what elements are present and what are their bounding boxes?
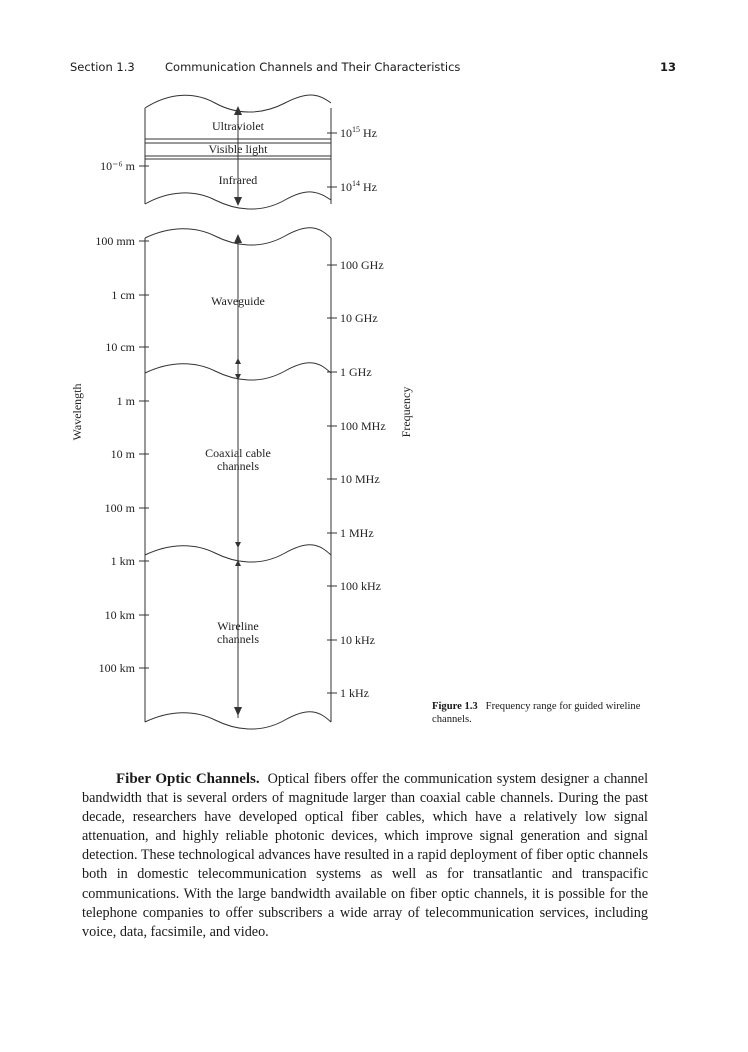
band-infrared: Infrared <box>218 173 258 187</box>
wavelength-label: 1 m <box>116 394 135 408</box>
section-number: Section 1.3 <box>70 60 135 74</box>
band-wireline: Wireline channels <box>217 619 259 646</box>
freq-label-1e14: $10^{14}$ Hz <box>340 179 377 194</box>
frequency-axis-label: Frequency <box>399 386 413 438</box>
figure-caption <box>432 700 657 726</box>
frequency-label: 1 GHz <box>340 365 372 379</box>
page-number: 13 <box>659 60 676 74</box>
figure-caption-text: Frequency range for guided wireline channels. <box>432 701 641 725</box>
frequency-label: 100 MHz <box>340 419 386 433</box>
band-ultraviolet: Ultraviolet <box>212 119 264 133</box>
freq-label-1e15: $10^{15}$ Hz <box>340 125 377 140</box>
chapter-title: Communication Channels and Their Characteristics <box>165 60 461 74</box>
frequency-label: 10 kHz <box>340 633 375 647</box>
band-visible-light: Visible light <box>208 142 268 156</box>
paragraph-text: Optical fibers offer the communication system designer a channel bandwidth that is several orders of magnitude larger than coaxial cable channels. During the past decade, researchers have developed optical fiber cables, which have a relatively low signal attenuation, and highly reliable photonic devices, which improve signal generation and signal detection. These technological advances have resulted in a rapid deployment of fiber optic channels both in domestic telecommunication systems as well as for transatlantic and transpacific communications. With the large bandwidth available on fiber optic channels, it is possible for the telephone companies to offer subscribers a wide array of telecommunication services, including voice, data, facsimile, and video. <box>82 771 649 940</box>
body-paragraph <box>82 770 648 942</box>
wavelength-axis-label: Wavelength <box>70 383 84 441</box>
band-coaxial: Coaxial cable channels <box>205 446 271 473</box>
wavelength-label: 10 cm <box>105 340 135 354</box>
frequency-label: 10 GHz <box>340 311 378 325</box>
frequency-label: 1 MHz <box>340 526 374 540</box>
wavelength-label: 10 km <box>104 608 135 622</box>
band-waveguide: Waveguide <box>211 294 265 308</box>
wavelength-label: 1 km <box>110 554 135 568</box>
wavelength-label: 100 m <box>104 501 135 515</box>
wavelength-label: 100 mm <box>95 234 135 248</box>
wavelength-label: 1 cm <box>111 288 135 302</box>
wavelength-label: 10 m <box>110 447 135 461</box>
wavelength-label: 100 km <box>98 661 135 675</box>
frequency-label: 1 kHz <box>340 686 369 700</box>
figure-label: Figure 1.3 <box>432 701 478 712</box>
frequency-label: 100 kHz <box>340 579 381 593</box>
frequency-label: 10 MHz <box>340 472 380 486</box>
wavelength-label-optical: 10⁻⁶ m <box>100 159 135 173</box>
section-heading: Fiber Optic Channels. <box>116 771 260 787</box>
frequency-label: 100 GHz <box>340 258 384 272</box>
